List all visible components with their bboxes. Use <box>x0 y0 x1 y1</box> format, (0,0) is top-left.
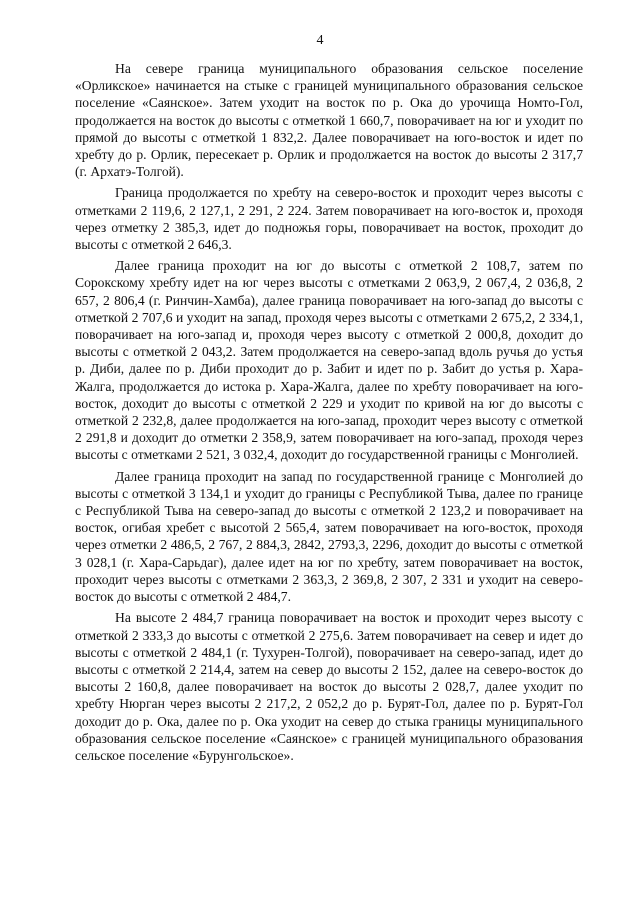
paragraph-northeast-ridge: Граница продолжается по хребту на северо-восток и проходит через высоты с отметками 2 119,6, 2 127,1, 2 291, 2 224. Затем поворачивает на юго-восток и, проходя через отметку 2 385,3, идет до подножья горы, поворачивает на восток, проходит до высоты с отметкой 2 646,3. <box>75 185 583 253</box>
paragraph-closing-boundary: На высоте 2 484,7 граница поворачивает на восток и проходит через высоту с отметкой 2 333,3 до высоты с отметкой 2 275,6. Затем поворачивает на север и идет до высоты с отметкой 2 484,1 (г. Тухурен-Толгой), поворачивает на северо-запад, идет до высоты с отметкой 2 214,4, затем на север до высоты 2 152, далее на северо-восток до высоты 2 160,8, далее поворачивает на восток до высоты 2 028,7, далее уходит по хребту Нюрган через высоты 2 217,2, 2 052,2 до р. Бурят-Гол, далее по р. Бурят-Гол доходит до р. Ока, далее по р. Ока уходит на север до стыка границы муниципального образования сельское поселение «Саянское» с границей муниципального образования сельское поселение «Бурунгольское». <box>75 610 583 763</box>
paragraph-west-boundary: Далее граница проходит на запад по государственной границе с Монголией до высоты с отметкой 3 134,1 и уходит до границы с Республикой Тыва, далее по границе с Республикой Тыва на северо-запад до высоты с отметкой 2 123,2 и поворачивает на восток, огибая хребет с высотой 2 565,4, затем поворачивает на юго-восток, проходя через отметки 2 486,5, 2 767, 2 884,3, 2842, 2793,3, 2296, доходит до высоты с отметкой 3 028,1 (г. Хара-Сарьдаг), далее идет на юг по хребту, затем поворачивает на восток, проходит через высоты с отметками 2 363,3, 2 369,8, 2 307, 2 331 и уходит на северо-восток до высоты с отметкой 2 484,7. <box>75 468 583 605</box>
page-number: 4 <box>316 33 324 48</box>
paragraph-south-boundary: Далее граница проходит на юг до высоты с отметкой 2 108,7, затем по Сорокскому хребту идет на юг через высоты с отметками 2 063,9, 2 067,4, 2 036,8, 2 657, 2 806,4 (г. Ринчин-Хамба), далее граница поворачивает на юго-запад до высоты с отметкой 2 707,6 и уходит на запад, проходя через высоты с отметками 2 675,2, 2 334,1, поворачивает на юго-запад и, проходя через высоту с отметкой 2 000,8, доходит до высоты с отметкой 2 043,2. Затем продолжается на северо-запад вдоль ручья до устья р. Диби, далее по р. Диби проходит до р. Забит и идет по р. Забит до устья р. Хара-Жалга, продолжается до истока р. Хара-Жалга, далее по хребту поворачивает на юго-восток, доходит до высоты с отметкой 2 229 и уходит по кривой на юг до высоты с отметкой 2 232,8, далее продолжается на юго-запад, проходит через высоту с отметкой 2 291,8 и доходит до отметки 2 358,9, затем поворачивает на юго-запад, проходя через высоты с отметками 2 521, 3 032,4, доходит до государственной границы с Монголией. <box>75 258 583 463</box>
document-body <box>75 60 583 768</box>
paragraph-north-boundary: На севере граница муниципального образования сельское поселение «Орликское» начинается на стыке с границей муниципального образования сельское поселение «Саянское». Затем уходит на восток по р. Ока до урочища Номто-Гол, продолжается на восток до высоты с отметкой 1 660,7, поворачивает на юг и уходит по прямой до высоты с отметкой 1 832,2. Далее поворачивает на юго-восток и идет по хребту до р. Орлик, пересекает р. Орлик и продолжается на восток до высоты 2 317,7 (г. Архатэ-Толгой). <box>75 61 583 180</box>
